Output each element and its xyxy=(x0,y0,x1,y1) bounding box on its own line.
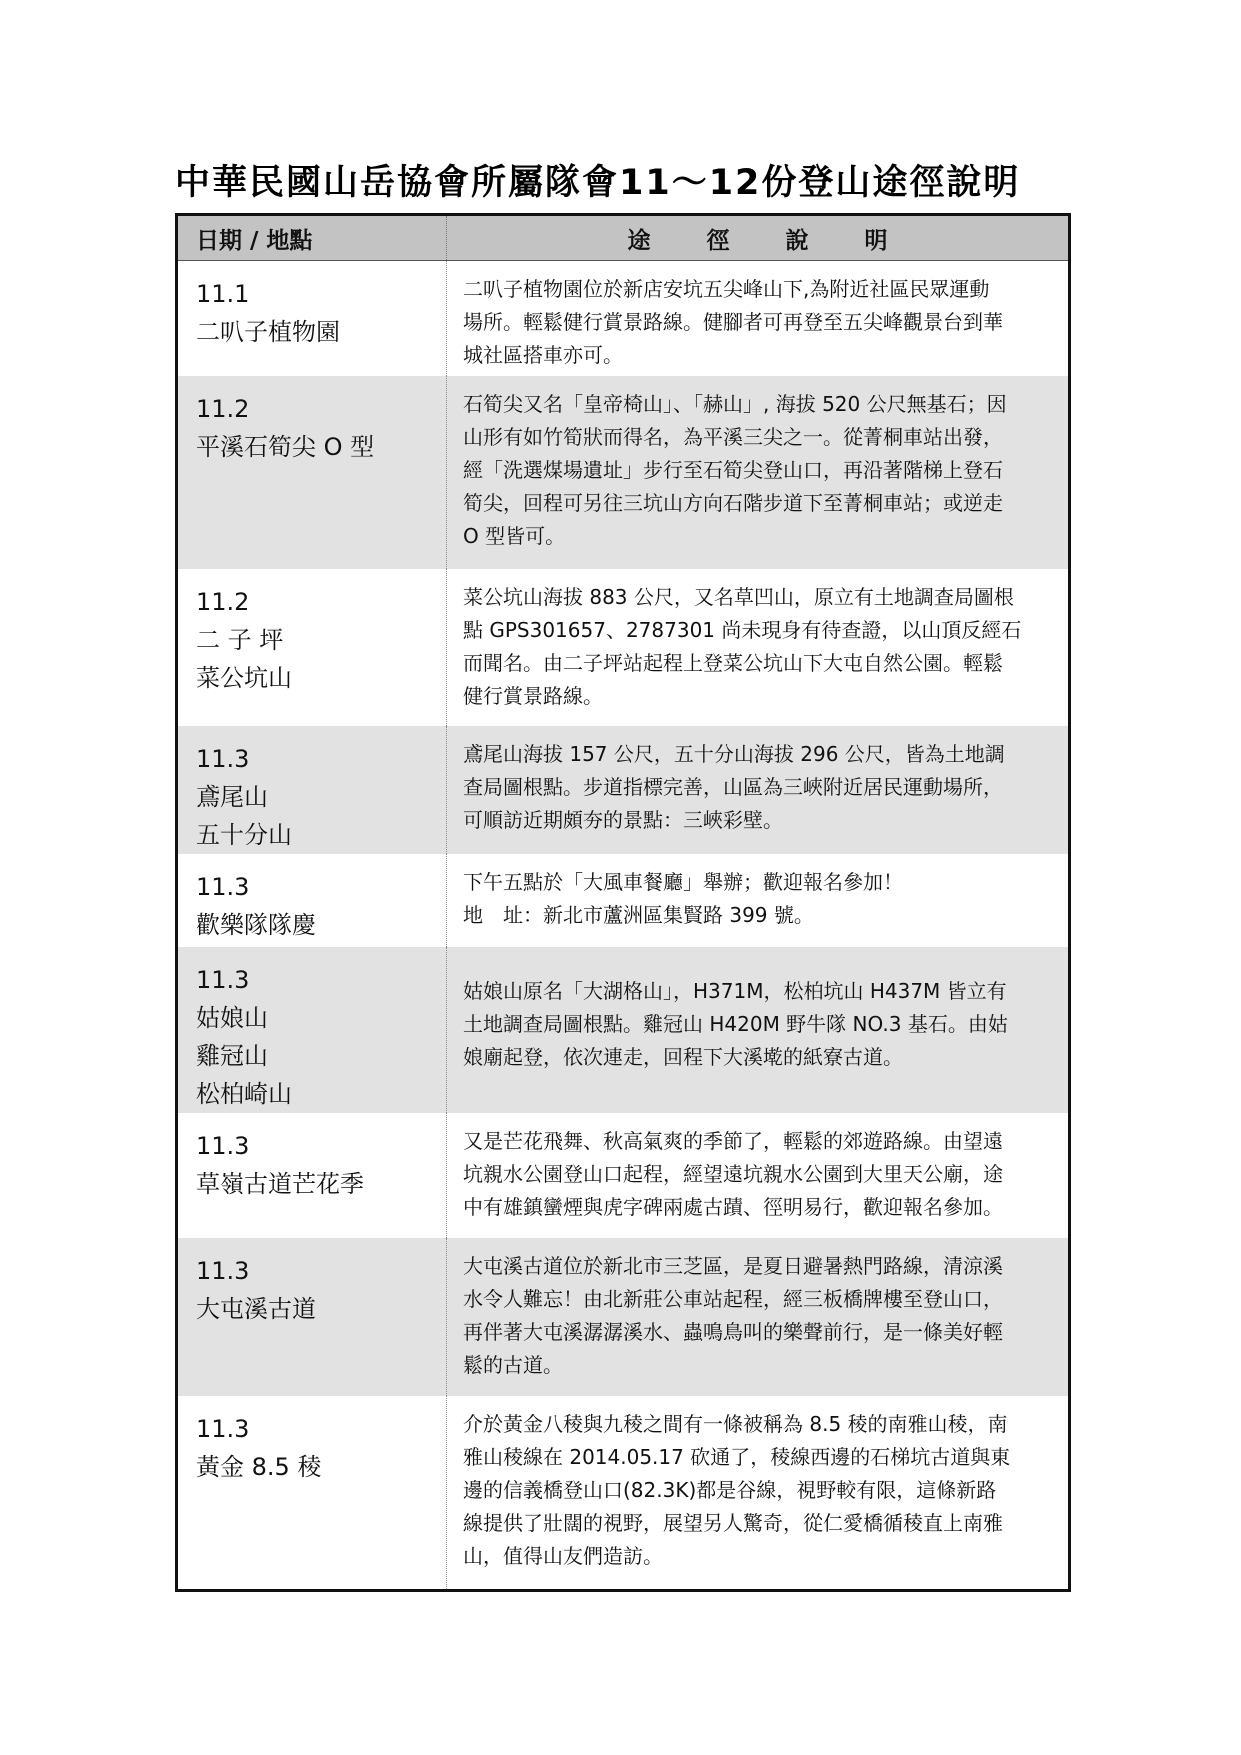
row-date: 11.3 xyxy=(196,965,250,994)
row-place: 松柏崎山 xyxy=(196,1079,292,1108)
desc-line: 邊的信義橋登山口(82.3K)都是谷線，視野較有限，這條新路 xyxy=(463,1477,997,1502)
desc-line: 而聞名。由二子坪站起程上登菜公坑山下大屯自然公園。輕鬆 xyxy=(463,650,1003,675)
table-row xyxy=(177,1113,1070,1238)
row-place: 二 子 坪 xyxy=(196,625,284,654)
desc-line: 下午五點於「大風車餐廳」舉辦；歡迎報名參加！ xyxy=(463,869,903,894)
desc-line: 水令人難忘！由北新莊公車站起程，經三板橋牌樓至登山口， xyxy=(463,1286,1003,1311)
table-row xyxy=(177,376,1070,569)
desc-line: O 型皆可。 xyxy=(463,523,566,548)
desc-line: 健行賞景路線。 xyxy=(463,683,603,708)
table-header-row xyxy=(177,215,1070,261)
row-date: 11.3 xyxy=(196,1256,250,1285)
desc-line: 查局圖根點。步道指標完善，山區為三峽附近居民運動場所， xyxy=(463,774,1003,799)
row-place: 鳶尾山 xyxy=(196,782,268,811)
date-place-cell xyxy=(177,1113,447,1238)
desc-line: 菜公坑山海拔 883 公尺，又名草凹山，原立有土地調查局圖根 xyxy=(463,584,1014,609)
date-place-cell xyxy=(177,569,447,726)
desc-line: 中有雄鎮蠻煙與虎字碑兩處古蹟、徑明易行，歡迎報名參加。 xyxy=(463,1194,1003,1219)
date-place-cell xyxy=(177,261,447,376)
table-row xyxy=(177,947,1070,1113)
row-place: 歡樂隊隊慶 xyxy=(196,910,316,939)
route-description-cell xyxy=(447,1113,1070,1238)
date-place-cell xyxy=(177,947,447,1113)
row-place: 平溪石筍尖 O 型 xyxy=(196,432,375,461)
desc-line: 鳶尾山海拔 157 公尺，五十分山海拔 296 公尺，皆為土地調 xyxy=(463,741,1005,766)
desc-line: 山形有如竹筍狀而得名，為平溪三尖之一。從菁桐車站出發， xyxy=(463,424,1003,449)
table-row xyxy=(177,261,1070,376)
route-description-cell xyxy=(447,726,1070,854)
date-place-cell xyxy=(177,726,447,854)
desc-line: 點 GPS301657、2787301 尚未現身有待查證，以山頂反經石 xyxy=(463,617,1022,642)
row-place: 大屯溪古道 xyxy=(196,1294,316,1323)
desc-line: 姑娘山原名「大湖格山」，H371M，松柏坑山 H437M 皆立有 xyxy=(463,978,1007,1003)
table-row xyxy=(177,1396,1070,1591)
date-place-cell xyxy=(177,376,447,569)
row-date: 11.3 xyxy=(196,744,250,773)
route-description-header: 途徑說明 xyxy=(447,215,1070,261)
route-description-cell xyxy=(447,569,1070,726)
desc-line: 鬆的古道。 xyxy=(463,1352,563,1377)
desc-line: 經「洗選煤場遺址」步行至石筍尖登山口，再沿著階梯上登石 xyxy=(463,457,1003,482)
desc-line: 雅山稜線在 2014.05.17 砍通了，稜線西邊的石梯坑古道與東 xyxy=(463,1444,1011,1469)
date-place-header: 日期 / 地點 xyxy=(177,215,447,261)
row-place: 雞冠山 xyxy=(196,1041,268,1070)
page-title: 中華民國山岳協會所屬隊會11～12份登山途徑說明 xyxy=(175,163,1021,203)
row-date: 11.2 xyxy=(196,587,250,616)
date-place-cell xyxy=(177,854,447,947)
desc-line: 介於黃金八稜與九稜之間有一條被稱為 8.5 稜的南雅山稜，南 xyxy=(463,1411,1008,1436)
row-date: 11.1 xyxy=(196,280,250,308)
desc-line: 線提供了壯闊的視野，展望另人驚奇，從仁愛橋循稜直上南雅 xyxy=(463,1510,1003,1535)
route-description-cell xyxy=(447,1238,1070,1396)
desc-line: 山，值得山友們造訪。 xyxy=(463,1543,663,1568)
row-place: 五十分山 xyxy=(196,820,292,849)
row-place: 草嶺古道芒花季 xyxy=(196,1169,364,1198)
table-row xyxy=(177,1238,1070,1396)
desc-line: 二叭子植物園位於新店安坑五尖峰山下,為附近社區民眾運動 xyxy=(463,277,990,301)
row-place: 姑娘山 xyxy=(196,1003,268,1032)
table-row xyxy=(177,854,1070,947)
row-place: 菜公坑山 xyxy=(196,663,292,692)
route-description-cell xyxy=(447,1396,1070,1591)
route-table xyxy=(175,213,1071,1592)
date-place-cell xyxy=(177,1396,447,1591)
desc-line: 大屯溪古道位於新北市三芝區，是夏日避暑熱門路線，清涼溪 xyxy=(463,1253,1003,1278)
row-date: 11.3 xyxy=(196,872,250,901)
desc-line: 娘廟起登，依次連走，回程下大溪墘的紙寮古道。 xyxy=(463,1044,903,1069)
desc-line: 可順訪近期頗夯的景點：三峽彩壁。 xyxy=(463,807,783,832)
row-place: 二叭子植物園 xyxy=(196,318,340,346)
row-place: 黃金 8.5 稜 xyxy=(196,1452,322,1481)
desc-line: 石筍尖又名「皇帝椅山」、「赫山」, 海拔 520 公尺無基石；因 xyxy=(463,391,1007,416)
desc-line: 場所。輕鬆健行賞景路線。健腳者可再登至五尖峰觀景台到華 xyxy=(463,310,1003,334)
desc-line: 城社區搭車亦可。 xyxy=(463,343,623,367)
desc-line: 又是芒花飛舞、秋高氣爽的季節了，輕鬆的郊遊路線。由望遠 xyxy=(463,1128,1003,1153)
row-date: 11.3 xyxy=(196,1414,250,1443)
desc-line: 再伴著大屯溪潺潺溪水、蟲鳴鳥叫的樂聲前行，是一條美好輕 xyxy=(463,1319,1003,1344)
row-date: 11.3 xyxy=(196,1131,250,1160)
route-description-cell xyxy=(447,947,1070,1113)
route-description-cell xyxy=(447,261,1070,376)
route-description-cell xyxy=(447,854,1070,947)
table-row xyxy=(177,726,1070,854)
date-place-cell xyxy=(177,1238,447,1396)
desc-line: 土地調查局圖根點。雞冠山 H420M 野牛隊 NO.3 基石。由姑 xyxy=(463,1011,1008,1036)
route-description-cell xyxy=(447,376,1070,569)
desc-line: 筍尖，回程可另往三坑山方向石階步道下至菁桐車站；或逆走 xyxy=(463,490,1003,515)
table-row xyxy=(177,569,1070,726)
row-date: 11.2 xyxy=(196,394,250,423)
desc-line: 坑親水公園登山口起程，經望遠坑親水公園到大里天公廟，途 xyxy=(463,1161,1003,1186)
desc-line: 地 址：新北市蘆洲區集賢路 399 號。 xyxy=(463,902,814,927)
